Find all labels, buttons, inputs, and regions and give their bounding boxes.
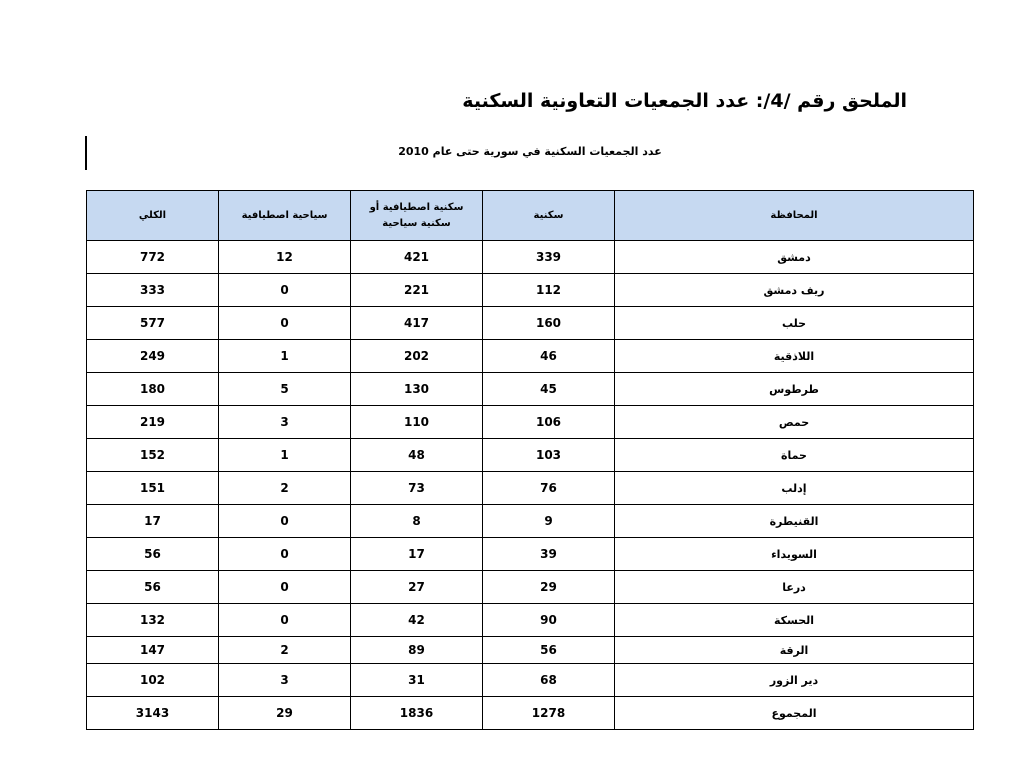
cell-summer-or-tourist: 27	[351, 571, 483, 604]
cell-tourist-summer: 3	[219, 664, 351, 697]
header-governorate: المحافظة	[615, 191, 974, 241]
cell-total: 152	[87, 439, 219, 472]
cell-residential: 112	[483, 274, 615, 307]
cell-tourist-summer: 2	[219, 472, 351, 505]
table-row	[87, 274, 974, 307]
table-row	[87, 505, 974, 538]
cell-total: 333	[87, 274, 219, 307]
text-cursor	[85, 136, 87, 170]
table-row	[87, 538, 974, 571]
cell-governorate: دير الزور	[615, 664, 974, 697]
cell-summer-or-tourist: 1836	[351, 697, 483, 730]
cell-governorate: طرطوس	[615, 373, 974, 406]
cell-summer-or-tourist: 110	[351, 406, 483, 439]
cell-residential: 45	[483, 373, 615, 406]
cell-tourist-summer: 0	[219, 538, 351, 571]
cell-governorate: الرقة	[615, 637, 974, 664]
cell-governorate: القنيطرة	[615, 505, 974, 538]
housing-cooperatives-table	[86, 190, 974, 730]
cell-summer-or-tourist: 221	[351, 274, 483, 307]
cell-tourist-summer: 1	[219, 439, 351, 472]
cell-tourist-summer: 0	[219, 505, 351, 538]
table-row	[87, 571, 974, 604]
cell-total: 180	[87, 373, 219, 406]
table-row	[87, 373, 974, 406]
cell-residential: 46	[483, 340, 615, 373]
cell-tourist-summer: 0	[219, 274, 351, 307]
cell-total: 151	[87, 472, 219, 505]
cell-total: 772	[87, 241, 219, 274]
table-body	[87, 241, 974, 730]
cell-summer-or-tourist: 417	[351, 307, 483, 340]
table-row	[87, 637, 974, 664]
cell-residential: 68	[483, 664, 615, 697]
cell-total: 577	[87, 307, 219, 340]
cell-governorate: السويداء	[615, 538, 974, 571]
cell-residential: 29	[483, 571, 615, 604]
cell-total: 249	[87, 340, 219, 373]
cell-governorate: ريف دمشق	[615, 274, 974, 307]
cell-residential: 1278	[483, 697, 615, 730]
cell-total: 3143	[87, 697, 219, 730]
cell-summer-or-tourist: 17	[351, 538, 483, 571]
cell-tourist-summer: 5	[219, 373, 351, 406]
cell-governorate: حمص	[615, 406, 974, 439]
table-caption: عدد الجمعيات السكنية في سورية حتى عام 2010	[398, 145, 662, 158]
cell-residential: 103	[483, 439, 615, 472]
table-row	[87, 307, 974, 340]
cell-residential: 160	[483, 307, 615, 340]
cell-summer-or-tourist: 31	[351, 664, 483, 697]
cell-tourist-summer: 3	[219, 406, 351, 439]
cell-governorate: الحسكة	[615, 604, 974, 637]
cell-tourist-summer: 0	[219, 604, 351, 637]
cell-residential: 339	[483, 241, 615, 274]
cell-governorate: اللاذقية	[615, 340, 974, 373]
cell-governorate: دمشق	[615, 241, 974, 274]
table-row	[87, 472, 974, 505]
cell-total: 147	[87, 637, 219, 664]
cell-residential: 9	[483, 505, 615, 538]
table-row	[87, 406, 974, 439]
cell-residential: 39	[483, 538, 615, 571]
cell-summer-or-tourist: 48	[351, 439, 483, 472]
header-summer-or-tourist: سكنية اصطيافية أو سكنية سياحية	[351, 191, 483, 241]
cell-summer-or-tourist: 73	[351, 472, 483, 505]
cell-residential: 90	[483, 604, 615, 637]
cell-total: 17	[87, 505, 219, 538]
cell-total: 56	[87, 538, 219, 571]
cell-tourist-summer: 12	[219, 241, 351, 274]
cell-total: 102	[87, 664, 219, 697]
cell-residential: 106	[483, 406, 615, 439]
cell-summer-or-tourist: 421	[351, 241, 483, 274]
cell-total: 132	[87, 604, 219, 637]
header-tourist-summer: سياحية اصطيافية	[219, 191, 351, 241]
header-total: الكلي	[87, 191, 219, 241]
cell-governorate: درعا	[615, 571, 974, 604]
cell-summer-or-tourist: 42	[351, 604, 483, 637]
cell-tourist-summer: 2	[219, 637, 351, 664]
table-row	[87, 340, 974, 373]
cell-summer-or-tourist: 89	[351, 637, 483, 664]
cell-governorate: حماة	[615, 439, 974, 472]
cell-tourist-summer: 29	[219, 697, 351, 730]
cell-residential: 76	[483, 472, 615, 505]
table-row	[87, 241, 974, 274]
cell-total: 56	[87, 571, 219, 604]
table-total-row	[87, 697, 974, 730]
cell-tourist-summer: 0	[219, 307, 351, 340]
cell-governorate: المجموع	[615, 697, 974, 730]
cell-summer-or-tourist: 8	[351, 505, 483, 538]
cell-tourist-summer: 1	[219, 340, 351, 373]
cell-governorate: حلب	[615, 307, 974, 340]
table-row	[87, 439, 974, 472]
cell-summer-or-tourist: 202	[351, 340, 483, 373]
cell-total: 219	[87, 406, 219, 439]
table-row	[87, 664, 974, 697]
table-header-row	[87, 191, 974, 241]
appendix-title: الملحق رقم /4/: عدد الجمعيات التعاونية السكنية	[462, 90, 907, 112]
cell-tourist-summer: 0	[219, 571, 351, 604]
cell-summer-or-tourist: 130	[351, 373, 483, 406]
cell-residential: 56	[483, 637, 615, 664]
header-residential: سكنية	[483, 191, 615, 241]
cell-governorate: إدلب	[615, 472, 974, 505]
table-row	[87, 604, 974, 637]
